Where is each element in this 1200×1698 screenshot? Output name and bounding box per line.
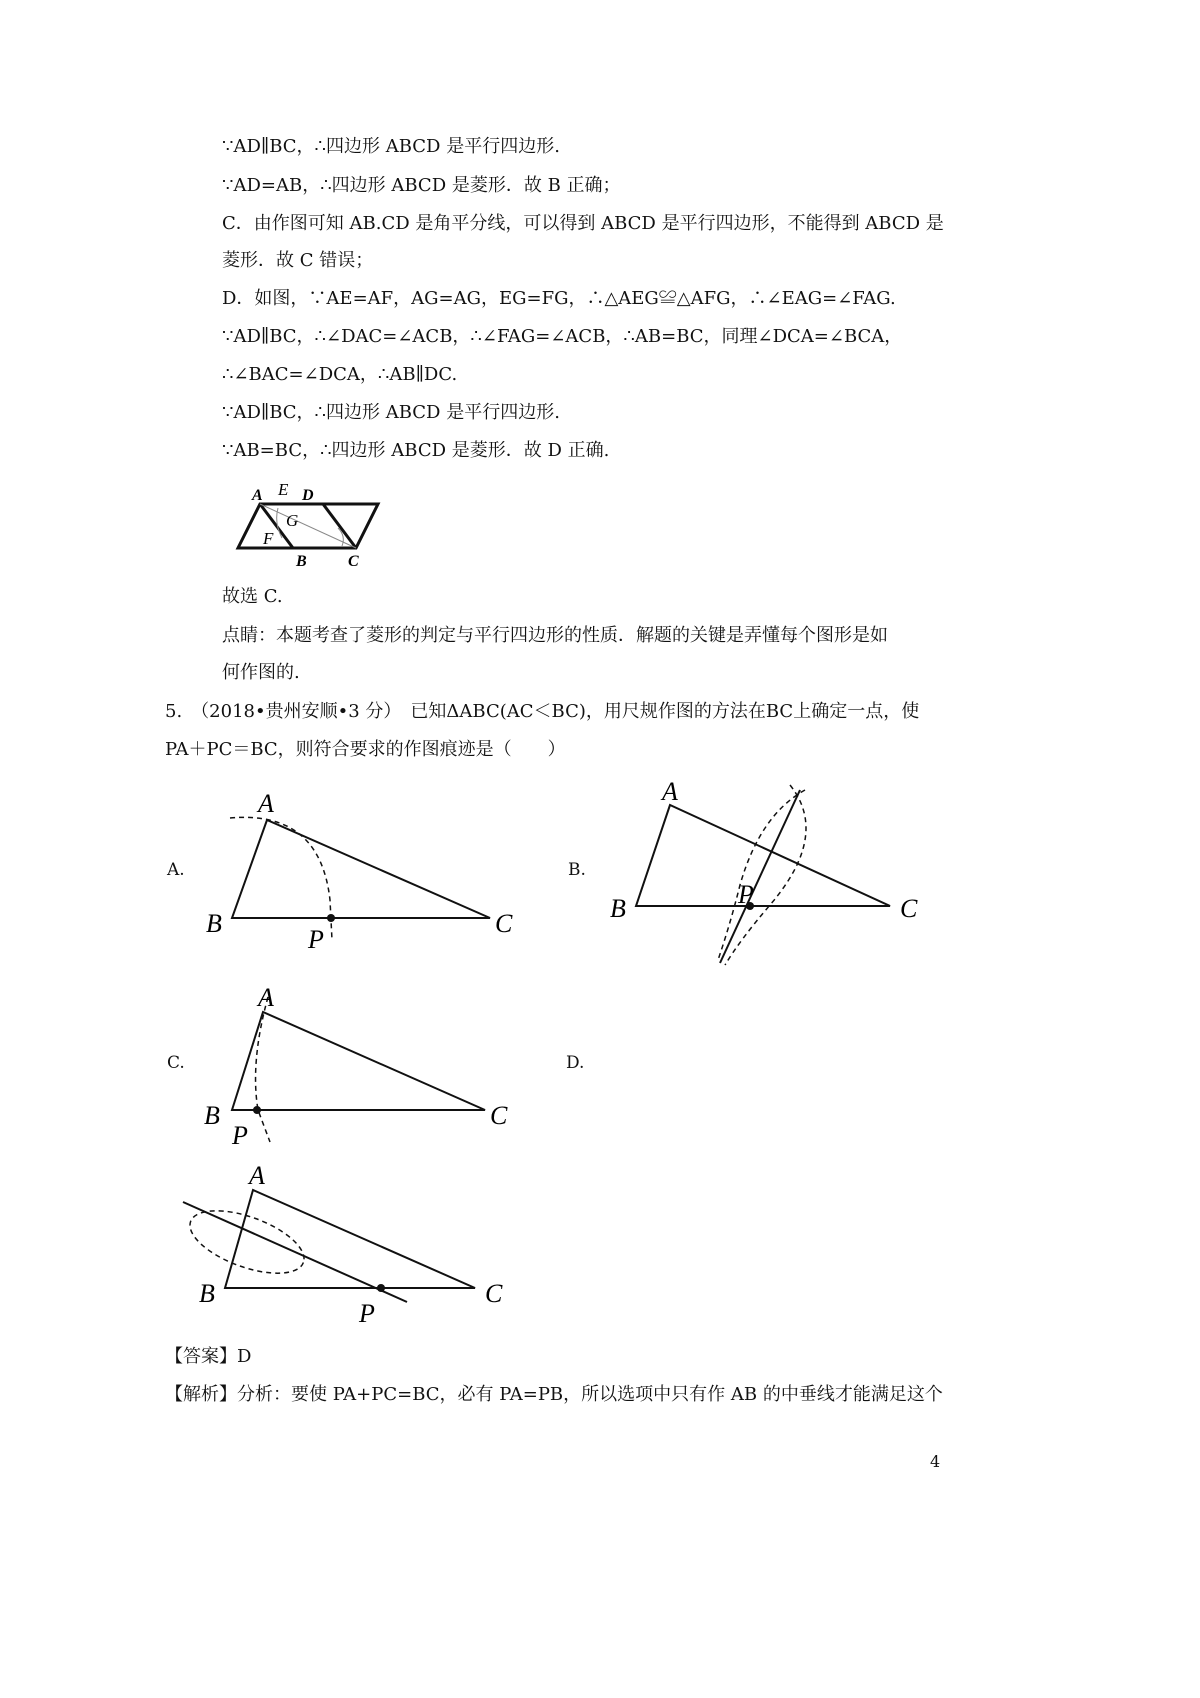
point-label: A [258, 789, 274, 818]
point-label: C [485, 1279, 503, 1308]
solution-line: C．由作图可知 AB.CD 是角平分线，可以得到 ABCD 是平行四边形，不能得到 ABCD 是 [222, 213, 944, 234]
option-label-b: B. [568, 860, 586, 880]
point-label: A [662, 777, 678, 806]
point-label: A [252, 487, 263, 504]
point-label: B [206, 909, 222, 938]
solution-line: D．如图，∵AE=AF，AG=AG，EG=FG，∴△AEG≌△AFG，∴∠EAG=∠FAG. [222, 288, 896, 309]
point-label: C [348, 553, 359, 570]
parallelogram-figure [238, 478, 383, 570]
option-d-figure [175, 1160, 515, 1330]
point-label: C [495, 909, 513, 938]
solution-line: ∵AD∥BC，∴四边形 ABCD 是平行四边形. [222, 402, 560, 423]
option-label-c: C. [167, 1053, 185, 1073]
point-label: B [199, 1279, 215, 1308]
solution-line: ∴∠BAC=∠DCA，∴AB∥DC. [222, 364, 458, 385]
option-label-d: D. [566, 1053, 585, 1073]
point-label: A [249, 1161, 265, 1190]
point-label: F [263, 529, 274, 548]
point-label: P [232, 1121, 248, 1150]
answer: 【答案】D [165, 1346, 252, 1367]
point-label: C [490, 1101, 508, 1130]
point-label: P [308, 925, 324, 954]
solution-line: 菱形．故 C 错误； [222, 250, 374, 271]
page-number: 4 [930, 1452, 941, 1471]
comment: 点睛：本题考查了菱形的判定与平行四边形的性质．解题的关键是弄懂每个图形是如 [222, 625, 888, 646]
option-a-figure [200, 790, 530, 960]
point-label: P [738, 880, 754, 909]
point-label: B [296, 553, 307, 570]
question-stem: 5. （2018•贵州安顺•3 分） 已知ΔABC(AC＜BC)，用尺规作图的方法在BC上确定一点，使 [165, 701, 920, 722]
point-label: C [900, 894, 918, 923]
answer-prev: 故选 C. [222, 586, 283, 607]
point-label: B [610, 894, 626, 923]
solution-line: ∵AD∥BC，∴∠DAC=∠ACB，∴∠FAG=∠ACB，∴AB=BC，同理∠DCA=∠BCA， [222, 326, 903, 347]
point-label: D [302, 487, 314, 504]
analysis: 【解析】分析：要使 PA+PC=BC，必有 PA=PB，所以选项中只有作 AB 的中垂线才能满足这个 [165, 1384, 943, 1405]
point-label: G [286, 511, 299, 530]
point-label: P [359, 1299, 375, 1328]
point-label: B [204, 1101, 220, 1130]
point-label: E [278, 480, 289, 499]
option-b-figure [600, 775, 950, 975]
solution-line: ∵AB=BC，∴四边形 ABCD 是菱形．故 D 正确. [222, 440, 610, 461]
option-c-figure [200, 982, 530, 1152]
comment: 何作图的. [222, 662, 300, 683]
solution-line: ∵AD=AB，∴四边形 ABCD 是菱形．故 B 正确； [222, 175, 621, 196]
point-label: A [258, 983, 274, 1012]
option-label-a: A. [167, 860, 185, 880]
solution-line: ∵AD∥BC，∴四边形 ABCD 是平行四边形. [222, 136, 560, 157]
question-stem: PA＋PC＝BC，则符合要求的作图痕迹是（ ） [165, 739, 566, 760]
